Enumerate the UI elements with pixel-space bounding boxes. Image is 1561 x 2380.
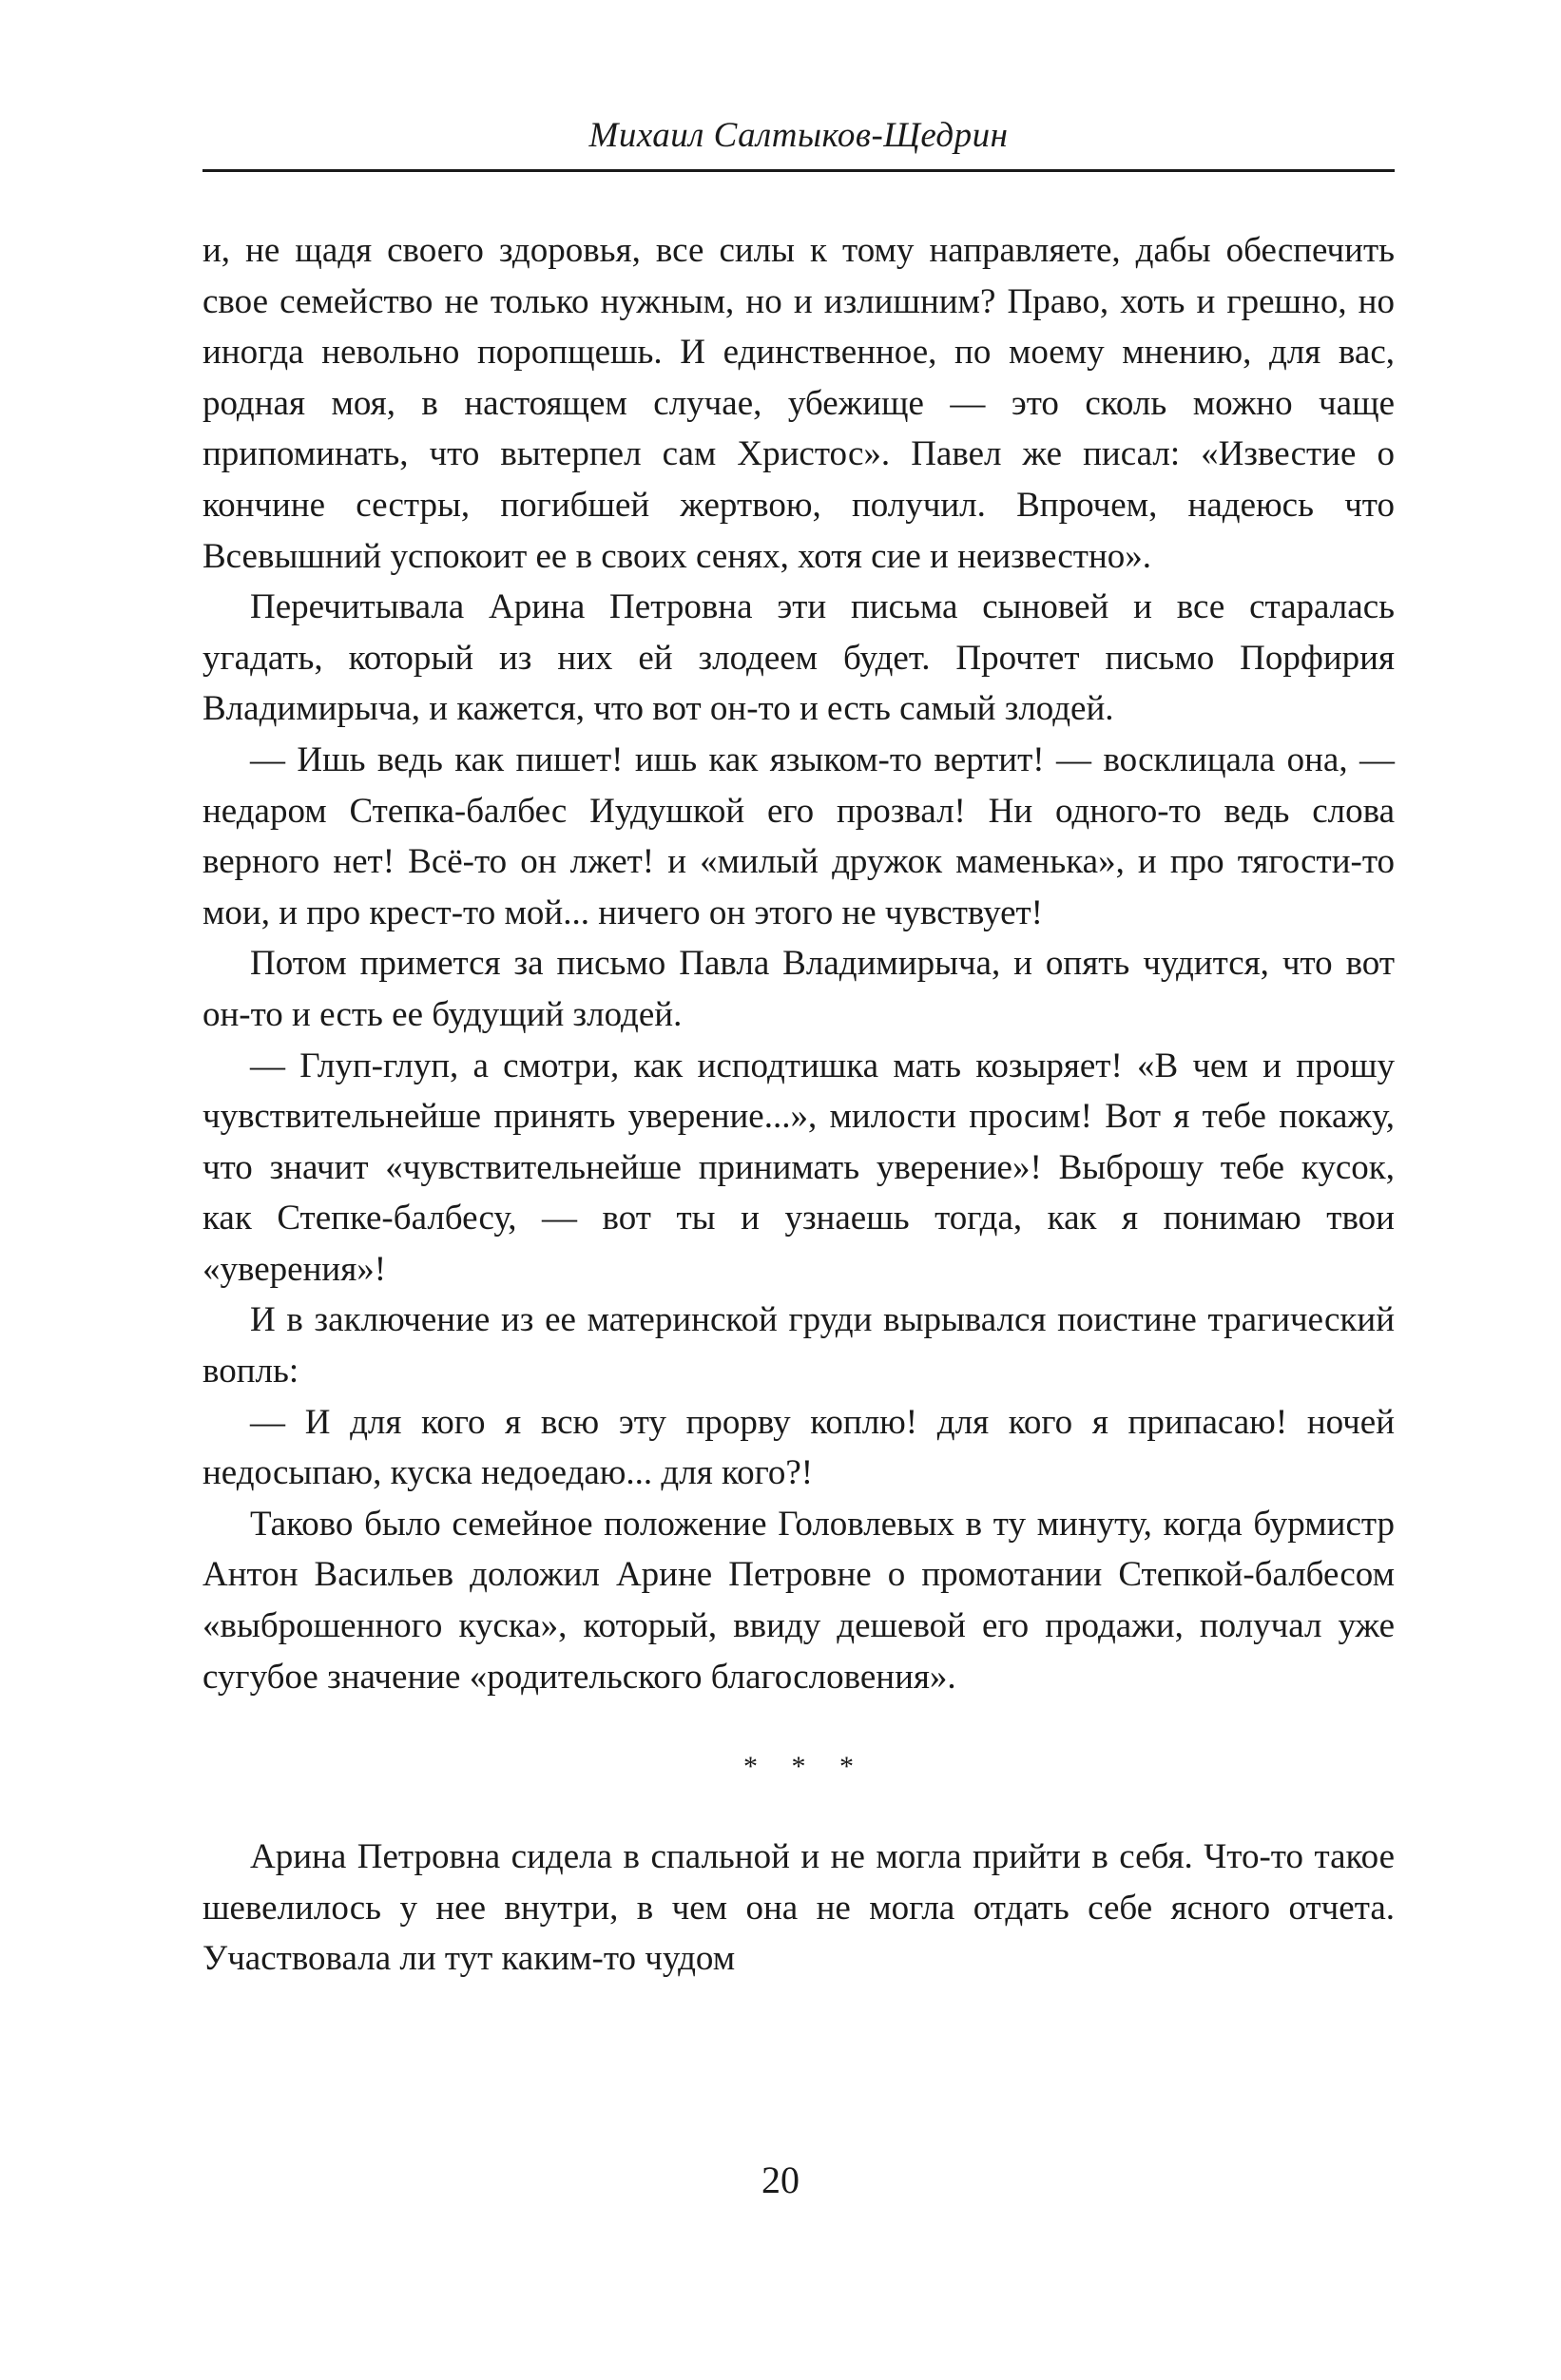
running-head: Михаил Салтыков-Щедрин <box>588 116 1009 155</box>
paragraph: и, не щадя своего здоровья, все силы к тому направляете, дабы обеспечить свое семейство не только нужным, но и излишним? Право, хоть и грешно, но иногда невольно поропщешь. И единственное, по моему мнению, для вас, родная моя, в настоящем случае, убежище — это сколь можно чаще припоминать, что вытерпел сам Христос». Павел же писал: «Известие о кончине сестры, погибшей жертвою, получил. Впрочем, надеюсь что Всевышний успокоит ее в своих сенях, хотя сие и неизвестно». <box>202 231 1395 576</box>
paragraph: — Ишь ведь как пишет! ишь как языком-то вертит! — восклицала она, — недаром Степка-балбес Иудушкой его прозвал! Ни одного-то ведь слова верного нет! Всё-то он лжет! и «милый дружок маменька», и про тягости-то мои, и про крест-то мой... ничего он этого не чувствует! <box>202 739 1395 932</box>
paragraph: — Глуп-глуп, а смотри, как исподтишка мать козыряет! «В чем и прошу чувствительнейше принять уверение...», милости просим! Вот я тебе покажу, что значит «чувствительнейше принимать уверение»! Выброшу тебе кусок, как Степке-балбесу, — вот ты и узнаешь тогда, как я понимаю твои «уверения»! <box>202 1046 1395 1289</box>
body-text <box>202 225 1395 1985</box>
book-page <box>202 114 1395 1985</box>
paragraph: Таково было семейное положение Головлевых в ту минуту, когда бурмистр Антон Васильев доложил Арине Петровне о промотании Степкой-балбесом «выброшенного куска», который, ввиду дешевой его продажи, получал уже сугубое значение «родительского благословения». <box>202 1504 1395 1697</box>
section-separator: * * * <box>743 1751 867 1783</box>
page-number: 20 <box>761 2159 800 2201</box>
header-rule <box>202 169 1395 172</box>
paragraph: Перечитывала Арина Петровна эти письма сыновей и все старалась угадать, который из них ей злодеем будет. Прочтет письмо Порфирия Владимирыча, и кажется, что вот он-то и есть самый злодей. <box>202 587 1395 729</box>
paragraph: Потом примется за письмо Павла Владимирыча, и опять чудится, что вот он-то и есть ее будущий злодей. <box>202 944 1395 1034</box>
paragraph: И в заключение из ее материнской груди вырывался поистине трагический вопль: <box>202 1300 1395 1392</box>
paragraph: — И для кого я всю эту прорву коплю! для кого я припасаю! ночей недосыпаю, куска недоедаю... для кого?! <box>202 1402 1395 1493</box>
paragraph: Арина Петровна сидела в спальной и не могла прийти в себя. Что-то такое шевелилось у нее внутри, в чем она не могла отдать себе ясного отчета. Участвовала ли тут каким-то чудом <box>202 1837 1395 1979</box>
